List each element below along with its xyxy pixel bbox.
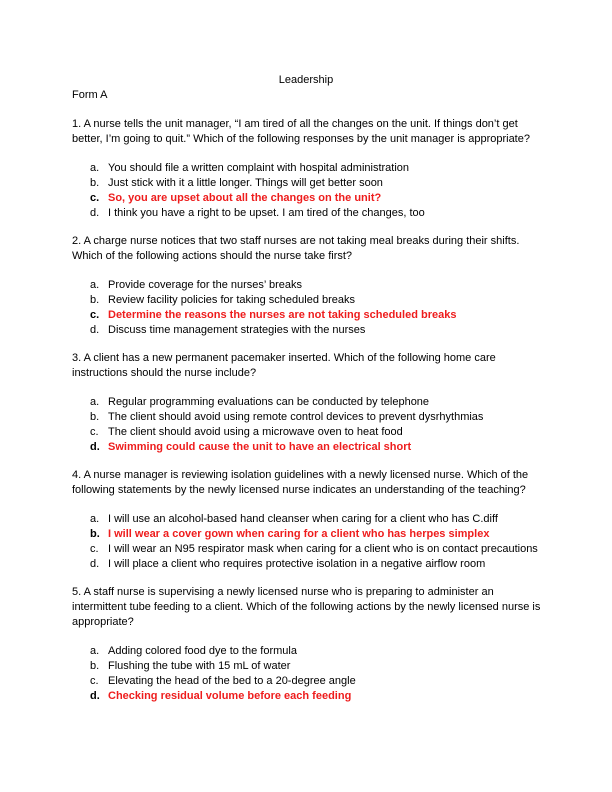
question-5-option-d-correct: d. Checking residual volume before each feeding <box>90 690 352 702</box>
question-1-option-c-correct: c. So, you are upset about all the changes on the unit? <box>90 192 382 204</box>
question-3-option-a: a. Regular programming evaluations can be conducted by telephone <box>90 396 430 408</box>
question-5-text: 5. A staff nurse is supervising a newly licensed nurse who is preparing to administer an intermittent tube feeding to a client. Which of the following actions by the newly licensed nurse is appropriate? <box>72 586 541 628</box>
question-4-option-a: a. I will use an alcohol-based hand cleanser when caring for a client who has C.diff <box>90 513 498 525</box>
question-2-options <box>90 278 550 338</box>
question-3-options <box>90 395 550 455</box>
question-4-option-c: c. I will wear an N95 respirator mask when caring for a client who is on contact precautions <box>90 543 538 555</box>
question-4-option-b-correct: b. I will wear a cover gown when caring for a client who has herpes simplex <box>90 528 490 540</box>
question-1-option-d: d. I think you have a right to be upset. I am tired of the changes, too <box>90 207 425 219</box>
question-5-option-b: b. Flushing the tube with 15 mL of water <box>90 660 291 672</box>
question-3-option-c: c. The client should avoid using a microwave oven to heat food <box>90 426 403 438</box>
question-3-option-b: b. The client should avoid using remote control devices to prevent dysrhythmias <box>90 411 484 423</box>
question-4-option-d: d. I will place a client who requires protective isolation in a negative airflow room <box>90 558 486 570</box>
question-5-option-a: a. Adding colored food dye to the formula <box>90 645 297 657</box>
question-4-text: 4. A nurse manager is reviewing isolation guidelines with a newly licensed nurse. Which of the following statements by the newly licensed nurse indicates an understanding of the teaching? <box>72 469 529 496</box>
question-1-option-a: a. You should file a written complaint with hospital administration <box>90 162 410 174</box>
question-1-text: 1. A nurse tells the unit manager, “I am tired of all the changes on the unit. If things don’t get better, I’m going to quit.” Which of the following responses by the unit manager is appropriate? <box>72 118 530 145</box>
form-label: Form A <box>72 89 108 101</box>
question-3-text: 3. A client has a new permanent pacemaker inserted. Which of the following home care instructions should the nurse include? <box>72 352 496 379</box>
question-2-option-b: b. Review facility policies for taking scheduled breaks <box>90 294 356 306</box>
question-2-option-a: a. Provide coverage for the nurses’ breaks <box>90 279 303 291</box>
question-2-option-c-correct: c. Determine the reasons the nurses are not taking scheduled breaks <box>90 309 457 321</box>
document-title: Leadership <box>278 74 334 86</box>
question-5-option-c: c. Elevating the head of the bed to a 20-degree angle <box>90 675 356 687</box>
question-2-text: 2. A charge nurse notices that two staff nurses are not taking meal breaks during their shifts. Which of the following actions should the nurse take first? <box>72 235 520 262</box>
question-3-option-d-correct: d. Swimming could cause the unit to have an electrical short <box>90 441 412 453</box>
question-2-option-d: d. Discuss time management strategies with the nurses <box>90 324 366 336</box>
question-1-option-b: b. Just stick with it a little longer. Things will get better soon <box>90 177 383 189</box>
question-5-options <box>90 644 550 704</box>
question-4-options <box>90 512 550 572</box>
question-1-options <box>90 161 550 221</box>
